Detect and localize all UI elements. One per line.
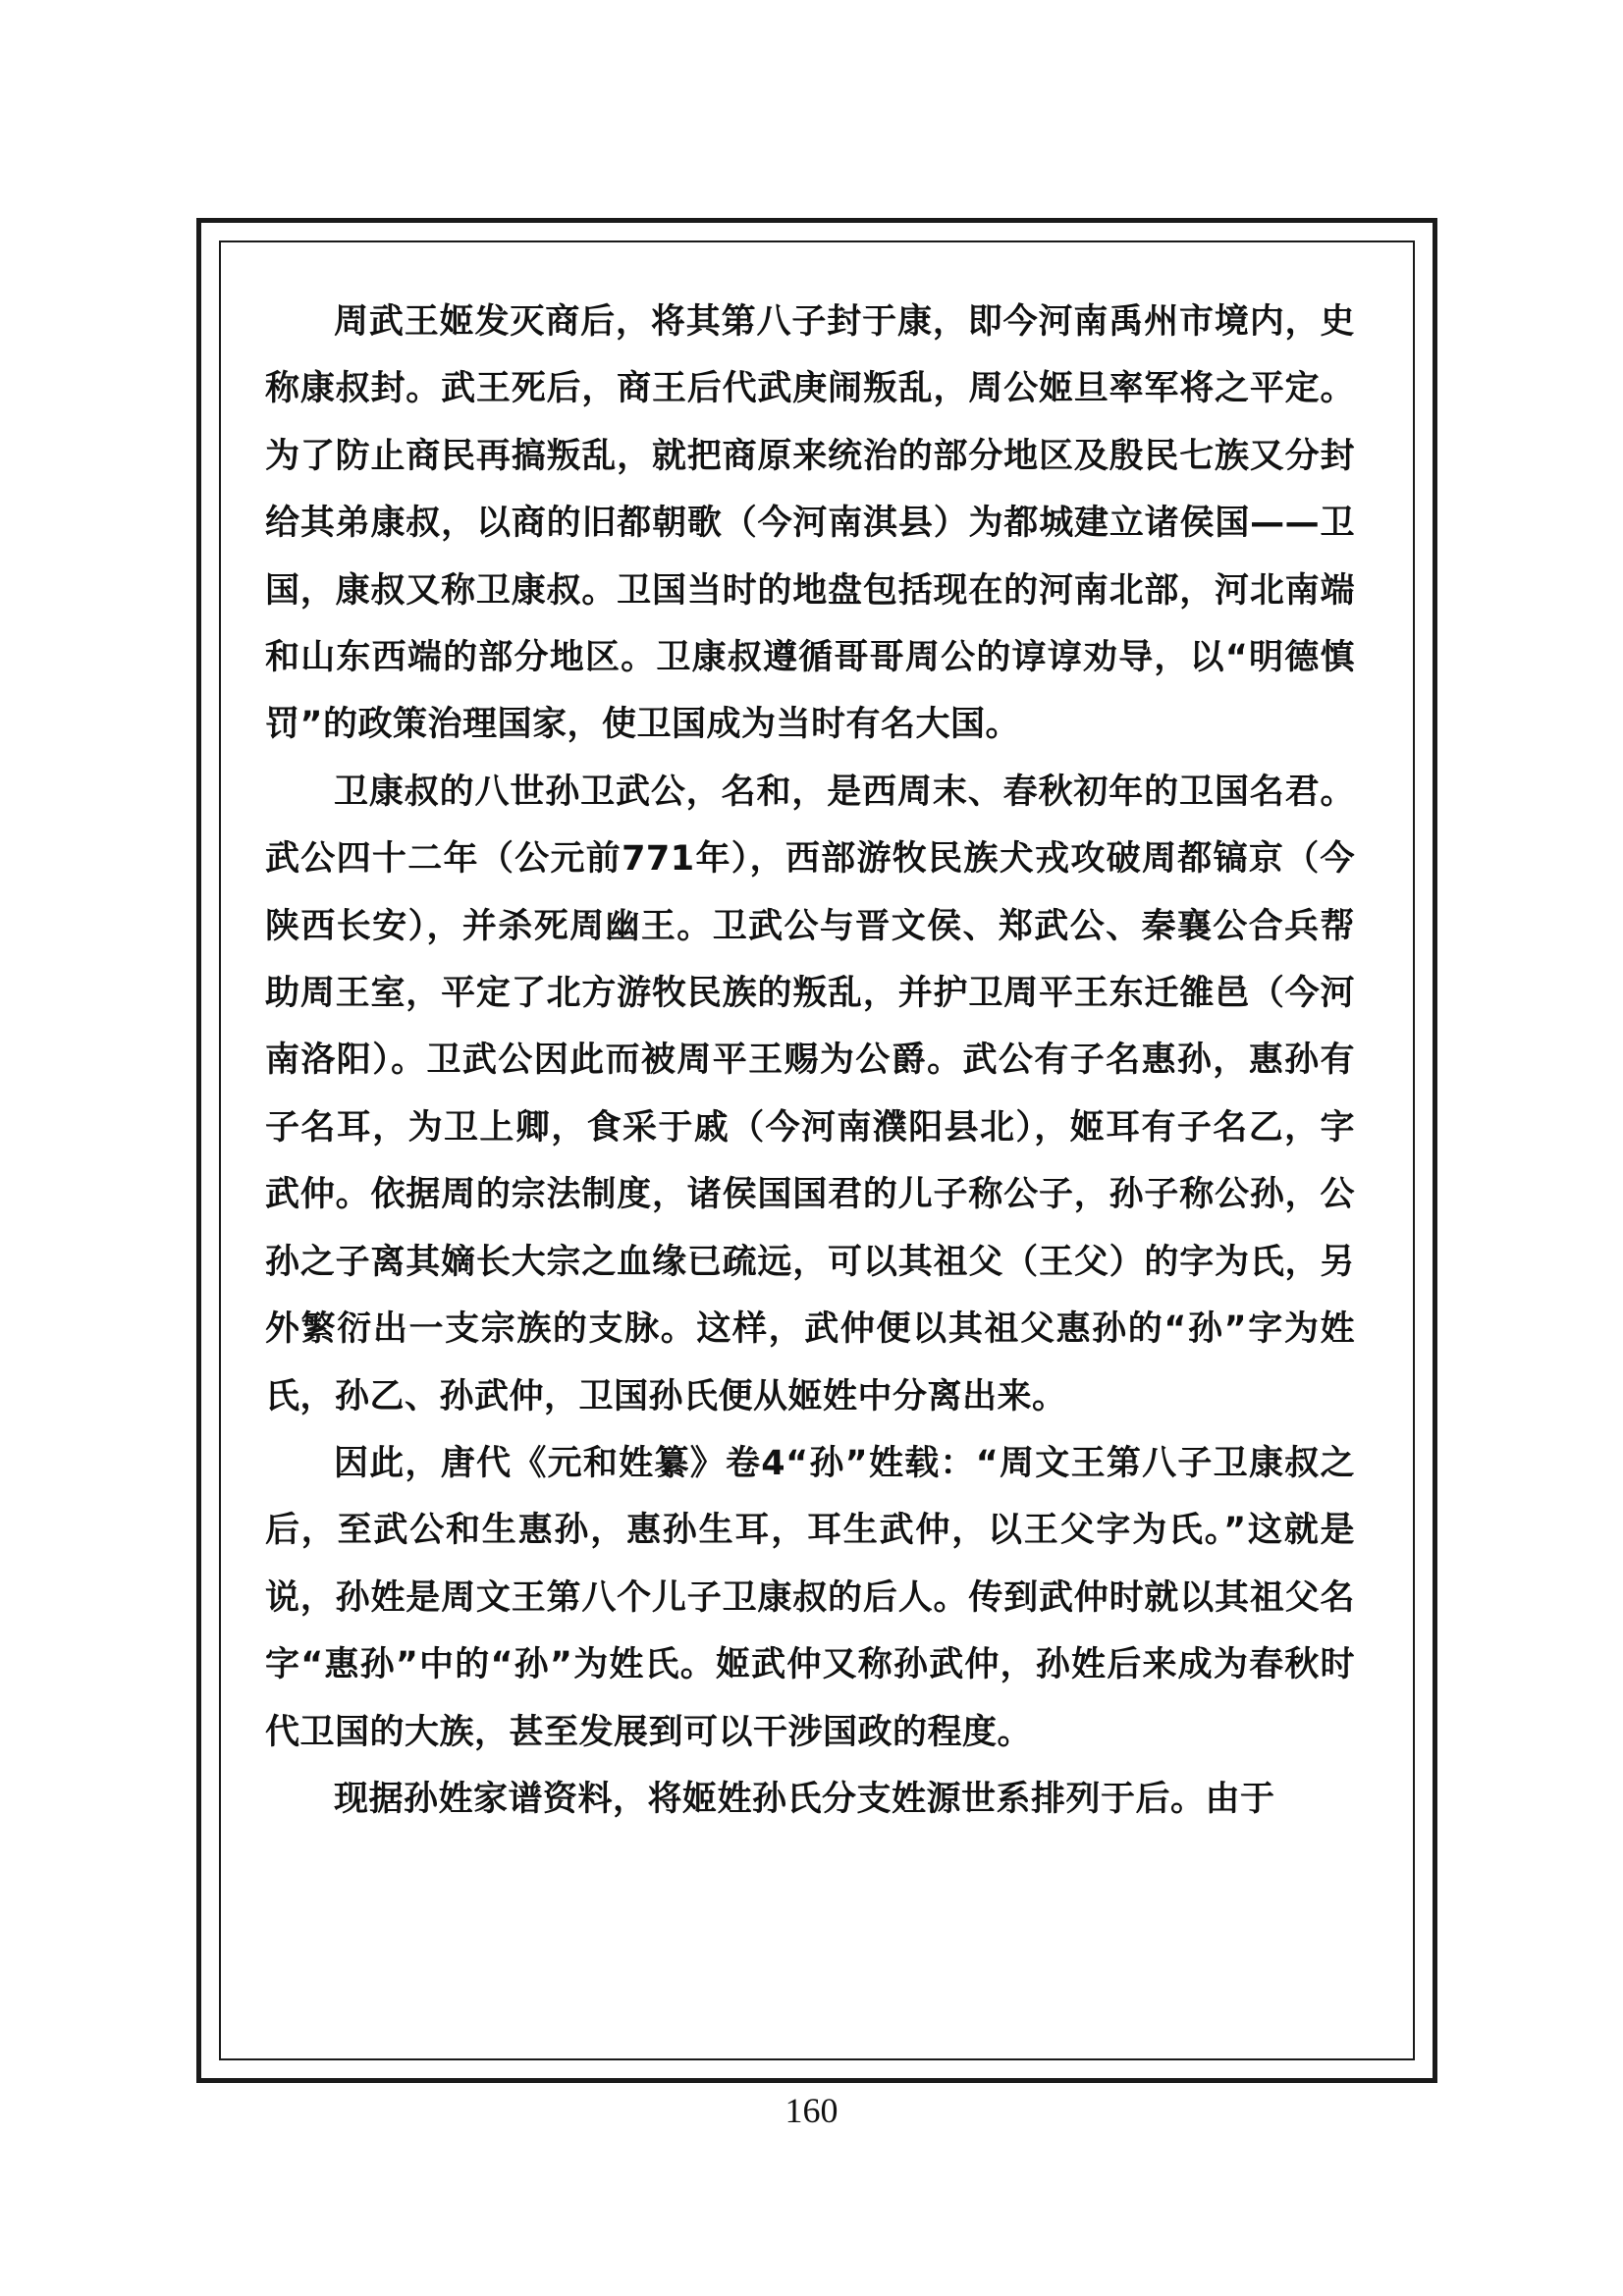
paragraph: 卫康叔的八世孙卫武公，名和，是西周末、春秋初年的卫国名君。武公四十二年（公元前771年），西部游牧民族犬戎攻破周都镐京（今陕西长安），并杀死周幽王。卫武公与晋文侯、郑武公、秦襄公合兵帮助周王室，平定了北方游牧民族的叛乱，并护卫周平王东迁雒邑（今河南洛阳）。卫武公因此而被周平王赐为公爵。武公有子名惠孙，惠孙有子名耳，为卫上卿，食采于戚（今河南濮阳县北），姬耳有子名乙，字武仲。依据周的宗法制度，诸侯国国君的儿子称公子，孙子称公孙，公孙之子离其嫡长大宗之血缘已疏远，可以其祖父（王父）的字为氏，另外繁衍出一支宗族的支脉。这样，武仲便以其祖父惠孙的“孙”字为姓氏，孙乙、孙武仲，卫国孙氏便从姬姓中分离出来。 [265, 772, 1355, 1416]
paragraph: 因此，唐代《元和姓纂》卷4“孙”姓载：“周文王第八子卫康叔之后，至武公和生惠孙，惠孙生耳，耳生武仲，以王父字为氏。”这就是说，孙姓是周文王第八个儿子卫康叔的后人。传到武仲时就以其祖父名字“惠孙”中的“孙”为姓氏。姬武仲又称孙武仲，孙姓后来成为春秋时代卫国的大族，甚至发展到可以干涉国政的程度。 [265, 1443, 1355, 1752]
paragraph: 周武王姬发灭商后，将其第八子封于康，即今河南禹州市境内，史称康叔封。武王死后，商王后代武庚闹叛乱，周公姬旦率军将之平定。为了防止商民再搞叛乱，就把商原来统治的部分地区及殷民七族又分封给其弟康叔，以商的旧都朝歌（今河南淇县）为都城建立诸侯国——卫国，康叔又称卫康叔。卫国当时的地盘包括现在的河南北部，河北南端和山东西端的部分地区。卫康叔遵循哥哥周公的谆谆劝导，以“明德慎罚”的政策治理国家，使卫国成为当时有名大国。 [265, 302, 1355, 745]
page-number: 160 [784, 2091, 839, 2130]
paragraph: 现据孙姓家谱资料，将姬姓孙氏分支姓源世系排列于后。由于 [334, 1779, 1275, 1819]
document-body [265, 289, 1355, 1833]
